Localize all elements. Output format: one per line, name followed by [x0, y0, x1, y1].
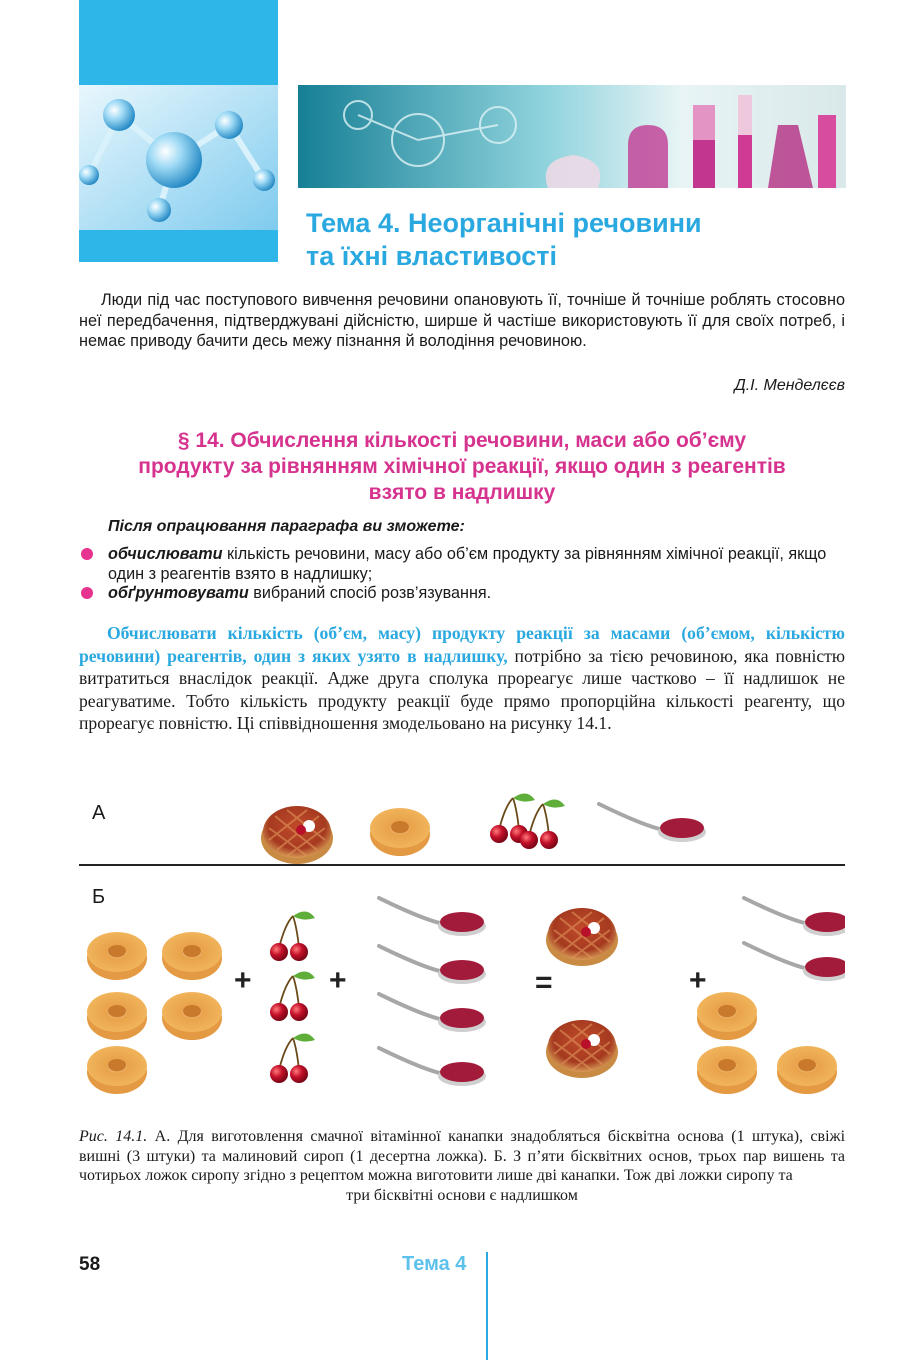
- epigraph-author: Д.І. Менделєєв: [734, 377, 845, 394]
- topic-title-line-2: та їхні властивості: [306, 241, 558, 271]
- body-text: потрібно за тією речовиною, яка повністю витратиться внаслідок реакції. Адже друга сполука прореагує лише частково – її надлишок не реагуватиме. Тобто кількість продукту реакції буде прямо пропорційна кількості реагенту, що прореагує повністю. Ці співвідношення змодельовано на рисунку 14.1.: [79, 645, 845, 734]
- plus-sign: +: [689, 964, 707, 997]
- page-number: 58: [79, 1254, 101, 1275]
- goal-term: обґрунтовувати: [108, 584, 249, 602]
- section-title-line-3: взято в надлишку: [368, 481, 556, 504]
- plus-sign: +: [329, 964, 347, 997]
- goal-term: обчислювати: [108, 545, 223, 563]
- caption-lead: Рис. 14.1.: [79, 1128, 148, 1145]
- figure-caption: [79, 1127, 845, 1205]
- section-title-line-1: § 14. Обчислення кількості речовини, маси або об’єму: [177, 429, 747, 452]
- figure-14-1: [79, 790, 845, 1110]
- figure-label-a: А: [92, 802, 106, 824]
- epigraph-text: Люди під час поступового вивчення речовини опановують її, точніше й точніше роблять стосовно неї передбачення, підтверджувані дійсністю, ширше й частіше використовують її для своїх потреб, і немає приводу бачити десь межу пізнання й володіння речовиною.: [79, 291, 845, 350]
- bullet-icon: [81, 548, 93, 560]
- body-highlight: Обчислювати кількість (об’єм, масу) продукту реакції за масами (об’ємом, кількістю речовини) реагентів, один з яких узято в надлишку,: [79, 623, 845, 666]
- figure-label-b: Б: [92, 886, 106, 908]
- bullet-icon: [81, 587, 93, 599]
- lab-glassware-image: [298, 85, 846, 188]
- plus-sign: +: [234, 964, 252, 997]
- goal-text: вибраний спосіб розв’язування.: [248, 584, 492, 602]
- section-title: [79, 428, 845, 506]
- footer-topic: Тема 4: [402, 1253, 467, 1275]
- equals-sign: =: [535, 966, 553, 999]
- footer-divider: [486, 1252, 488, 1360]
- section-title-line-2: продукту за рівнянням хімічної реакції, якщо один з реагентів: [138, 455, 786, 478]
- topic-title-line-1: Тема 4. Неорганічні речовини: [306, 208, 702, 238]
- caption-text: А. Для виготовлення смачної вітамінної канапки знадобляться бісквітна основа (1 штука), свіжі вишні (3 штуки) та малиновий сироп (1 десертна ложка). Б. З п’яти бісквітних основ, трьох пар вишень та чотирьох ложок сиропу згідно з рецептом можна виготовити лише дві канапки. Тож дві ложки сиропу та: [79, 1128, 846, 1184]
- molecule-image: [79, 85, 278, 230]
- topic-title: [306, 207, 866, 273]
- goal-item: [79, 583, 845, 603]
- goal-item: [79, 544, 845, 584]
- body-paragraph: [79, 622, 845, 735]
- goals-intro: Після опрацювання параграфа ви зможете:: [108, 518, 465, 535]
- figure-divider: [79, 864, 845, 866]
- caption-last-line: три бісквітні основи є надлишком: [346, 1186, 578, 1204]
- goal-text: кількість речовини, масу або об’єм продукту за рівнянням хімічної реакції, якщо один з реагентів взято в надлишку;: [108, 545, 827, 583]
